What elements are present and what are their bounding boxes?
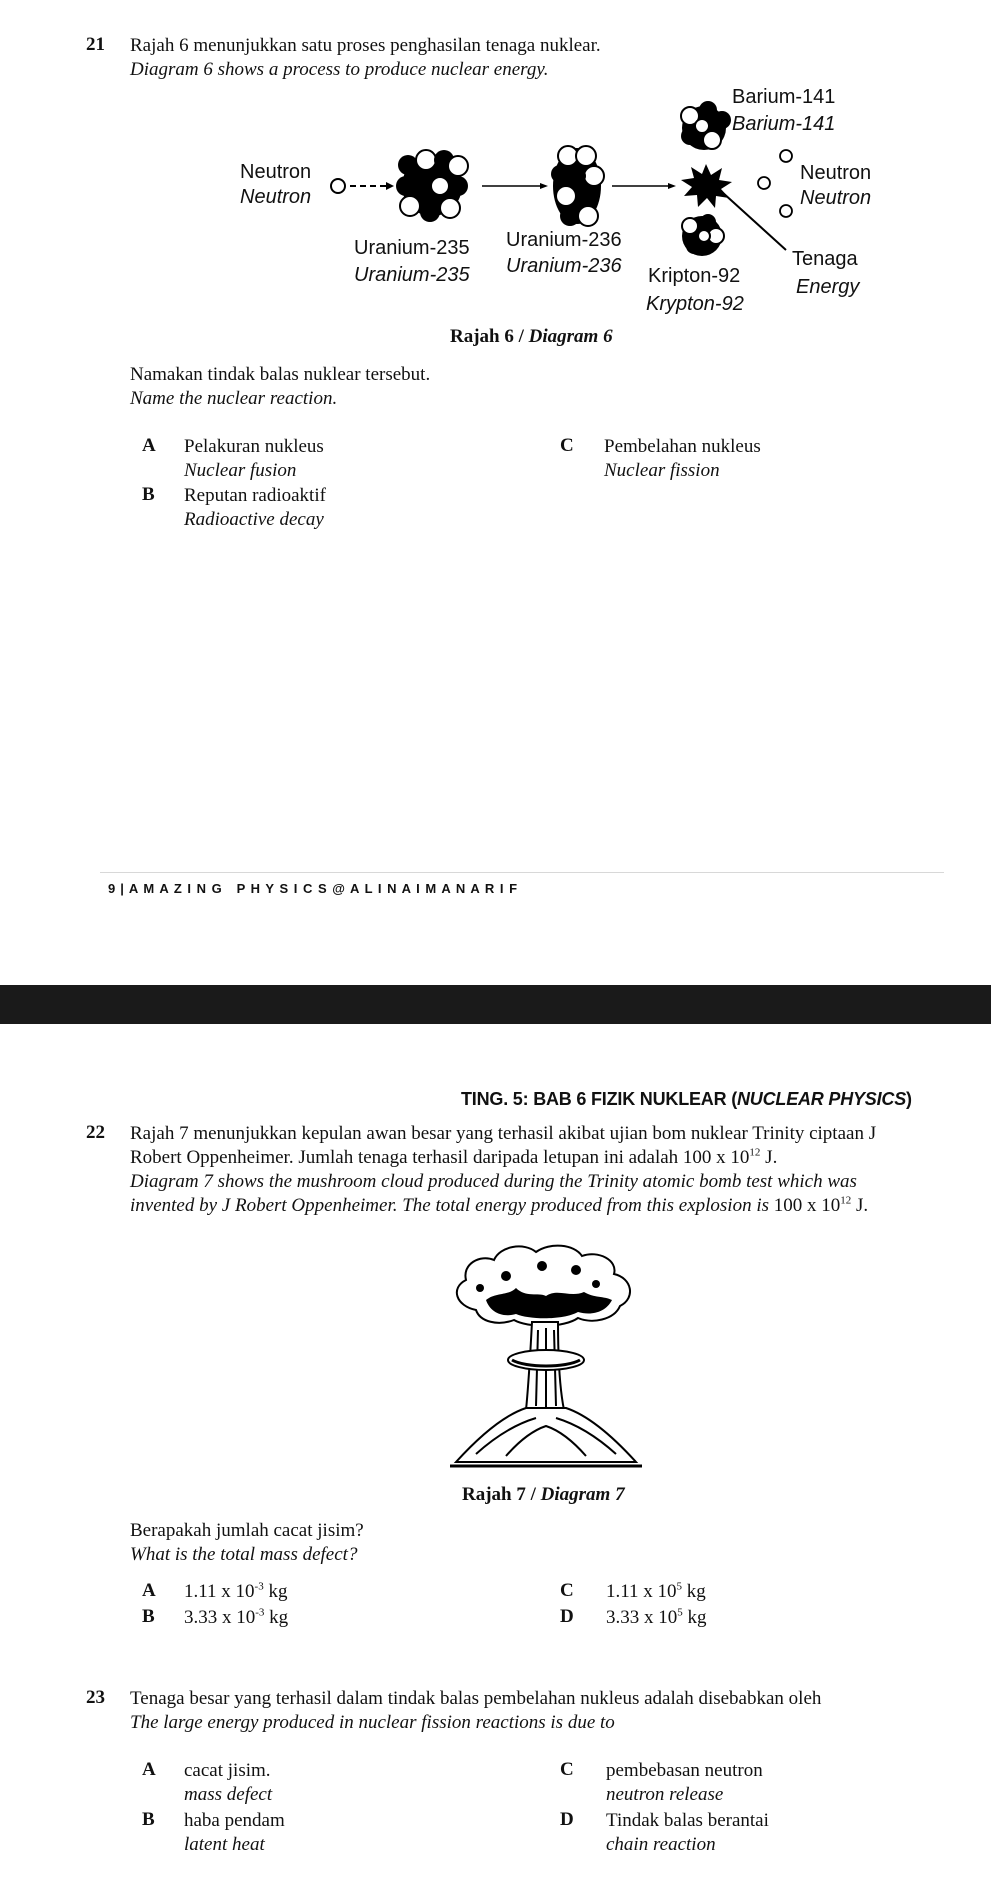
q23-option-b-en: latent heat (184, 1834, 265, 1855)
page-number: 9 (108, 881, 117, 896)
uranium-235-nucleus (396, 150, 468, 222)
q23-option-b-ms[interactable]: haba pendam (184, 1810, 285, 1831)
q21-prompt-ms: Namakan tindak balas nuklear tersebut. (130, 364, 431, 385)
question-number-23: 23 (86, 1687, 105, 1708)
q21-text-ms: Rajah 6 menunjukkan satu proses penghasilan tenaga nuklear. (130, 35, 601, 56)
q22-option-c-value[interactable]: 1.11 x $10^5$ kg (606, 1580, 706, 1602)
released-neutron-2 (758, 177, 770, 189)
q23-option-d-letter[interactable]: D (560, 1809, 574, 1830)
footer-rule (100, 872, 944, 873)
q23-option-c-en: neutron release (606, 1784, 724, 1805)
q21-option-b-en: Radioactive decay (184, 509, 324, 530)
label-neutron-out-ms: Neutron (800, 162, 872, 184)
uranium-236-nucleus (551, 146, 604, 226)
page-footer: 9 | A M A Z I N G P H Y S I C S @ A L I N A I M A N A R I F (108, 881, 519, 896)
q23-option-d-ms[interactable]: Tindak balas berantai (606, 1810, 769, 1831)
q23-option-c-letter[interactable]: C (560, 1759, 574, 1780)
q23-option-d-en: chain reaction (606, 1834, 716, 1855)
q23-option-c-ms[interactable]: pembebasan neutron (606, 1760, 763, 1781)
krypton-92-nucleus (682, 214, 724, 256)
q21-option-c-letter[interactable]: C (560, 435, 574, 456)
fission-burst (681, 164, 732, 208)
q22-option-a-letter[interactable]: A (142, 1580, 156, 1601)
q23-option-a-letter[interactable]: A (142, 1759, 156, 1780)
label-neutron-en: Neutron (240, 186, 312, 208)
label-barium-en: Barium-141 (732, 113, 836, 135)
q23-option-b-letter[interactable]: B (142, 1809, 155, 1830)
cloud-base (456, 1408, 636, 1462)
q21-option-a-en: Nuclear fusion (184, 460, 297, 481)
q21-text-en: Diagram 6 shows a process to produce nuclear energy. (130, 59, 549, 80)
label-u236-ms: Uranium-236 (506, 229, 622, 251)
q23-text-ms: Tenaga besar yang terhasil dalam tindak balas pembelahan nukleus adalah disebabkan oleh (130, 1688, 822, 1709)
q22-prompt-en: What is the total mass defect? (130, 1544, 358, 1565)
diagram-6 (0, 0, 991, 360)
barium-141-nucleus (681, 101, 731, 150)
diagram-7-caption: Rajah 7 / Diagram 7 (462, 1484, 625, 1505)
q22-line2: Robert Oppenheimer. Jumlah tenaga terhasil daripada letupan ini adalah 100 x $10^{12}$ J. (130, 1146, 778, 1168)
q22-option-a-value[interactable]: 1.11 x $10^{-3}$ kg (184, 1580, 288, 1602)
q23-option-a-en: mass defect (184, 1784, 273, 1805)
q22-option-d-letter[interactable]: D (560, 1606, 574, 1627)
mushroom-cloud-image (446, 1240, 646, 1476)
q21-option-a-letter[interactable]: A (142, 435, 156, 456)
q22-line1: Rajah 7 menunjukkan kepulan awan besar yang terhasil akibat ujian bom nuklear Trinity ciptaan J (130, 1123, 877, 1144)
q22-option-c-letter[interactable]: C (560, 1580, 574, 1601)
page-break-band (0, 985, 991, 1024)
label-kripton: Kripton-92 (648, 265, 741, 287)
q22-line4: invented by J Robert Oppenheimer. The total energy produced from this explosion is 100 x $10^{12}$ J. (130, 1194, 869, 1216)
label-u235-en: Uranium-235 (354, 264, 470, 286)
q21-option-c-ms[interactable]: Pembelahan nukleus (604, 436, 761, 457)
question-number-21: 21 (86, 34, 105, 55)
q21-option-c-en: Nuclear fission (604, 460, 720, 481)
q21-option-a-ms[interactable]: Pelakuran nukleus (184, 436, 324, 457)
q21-option-b-ms[interactable]: Reputan radioaktif (184, 485, 326, 506)
energy-line (722, 192, 786, 250)
question-number-22: 22 (86, 1122, 105, 1143)
arrowhead-split (668, 183, 676, 189)
q22-option-b-letter[interactable]: B (142, 1606, 155, 1627)
label-neutron-ms: Neutron (240, 161, 312, 183)
released-neutron-3 (780, 205, 792, 217)
label-barium-ms: Barium-141 (732, 86, 836, 108)
label-u236-en: Uranium-236 (506, 255, 622, 277)
chapter-header: TING. 5: BAB 6 FIZIK NUKLEAR (NUCLEAR PHYSICS) (461, 1089, 912, 1109)
q22-option-d-value[interactable]: 3.33 x $10^5$ kg (606, 1606, 707, 1628)
q23-option-a-ms[interactable]: cacat jisim. (184, 1760, 271, 1781)
label-neutron-out-en: Neutron (800, 187, 872, 209)
label-u235-ms: Uranium-235 (354, 237, 470, 259)
q21-prompt-en: Name the nuclear reaction. (130, 388, 338, 409)
q22-line3: Diagram 7 shows the mushroom cloud produced during the Trinity atomic bomb test which was (130, 1171, 857, 1192)
label-energy: Energy (796, 276, 860, 298)
released-neutron-1 (780, 150, 792, 162)
arrowhead-u236 (540, 183, 548, 189)
q23-text-en: The large energy produced in nuclear fission reactions is due to (130, 1712, 615, 1733)
label-krypton: Krypton-92 (646, 293, 744, 315)
label-tenaga: Tenaga (792, 248, 858, 270)
diagram-6-caption: Rajah 6 / Diagram 6 (450, 326, 613, 347)
q22-prompt-ms: Berapakah jumlah cacat jisim? (130, 1520, 364, 1541)
q21-option-b-letter[interactable]: B (142, 484, 155, 505)
footer-text: A M A Z I N G P H Y S I C S @ A L I N A I M A N A R I F (128, 881, 519, 896)
q22-option-b-value[interactable]: 3.33 x $10^{-3}$ kg (184, 1606, 289, 1628)
neutron-arrowhead (386, 182, 394, 190)
incoming-neutron (331, 179, 345, 193)
